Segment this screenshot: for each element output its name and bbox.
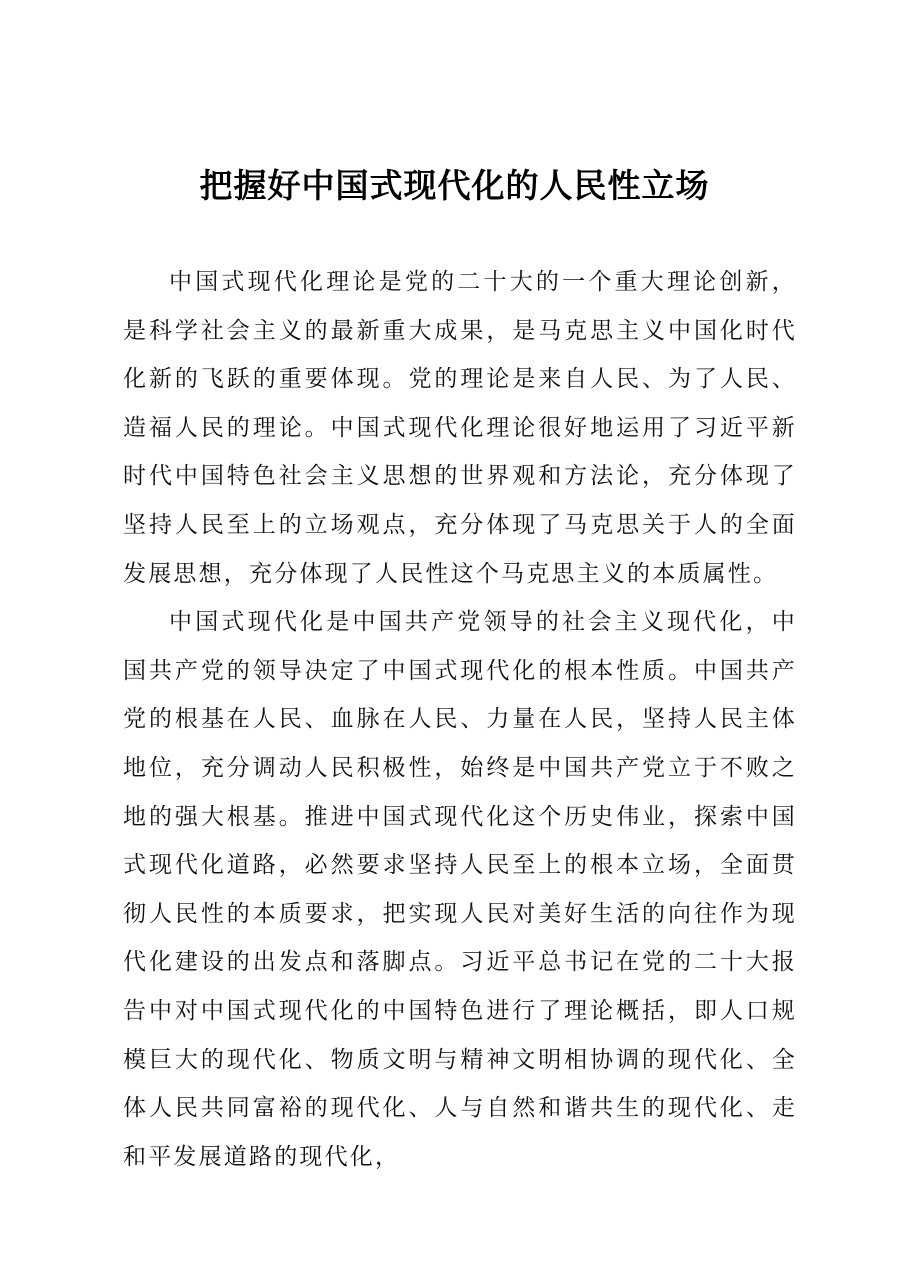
- paragraph-2: 中国式现代化是中国共产党领导的社会主义现代化，中国共产党的领导决定了中国式现代化的根本性质。中国共产党的根基在人民、血脉在人民、力量在人民，坚持人民主体地位，充分调动人民积极性，始终是中国共产党立于不败之地的强大根基。推进中国式现代化这个历史伟业，探索中国式现代化道路，必然要求坚持人民至上的根本立场，全面贯彻人民性的本质要求，把实现人民对美好生活的向往作为现代化建设的出发点和落脚点。习近平总书记在党的二十大报告中对中国式现代化的中国特色进行了理论概括，即人口规模巨大的现代化、物质文明与精神文明相协调的现代化、全体人民共同富裕的现代化、人与自然和谐共生的现代化、走和平发展道路的现代化，: [123, 609, 797, 1170]
- document-body: [123, 258, 797, 1181]
- document-title: 把握好中国式现代化的人民性立场: [199, 166, 710, 205]
- paragraph-1: 中国式现代化理论是党的二十大的一个重大理论创新，是科学社会主义的最新重大成果，是马克思主义中国化时代化新的飞跃的重要体现。党的理论是来自人民、为了人民、造福人民的理论。中国式现代化理论很好地运用了习近平新时代中国特色社会主义思想的世界观和方法论，充分体现了坚持人民至上的立场观点，充分体现了马克思关于人的全面发展思想，充分体现了人民性这个马克思主义的本质属性。: [123, 269, 797, 587]
